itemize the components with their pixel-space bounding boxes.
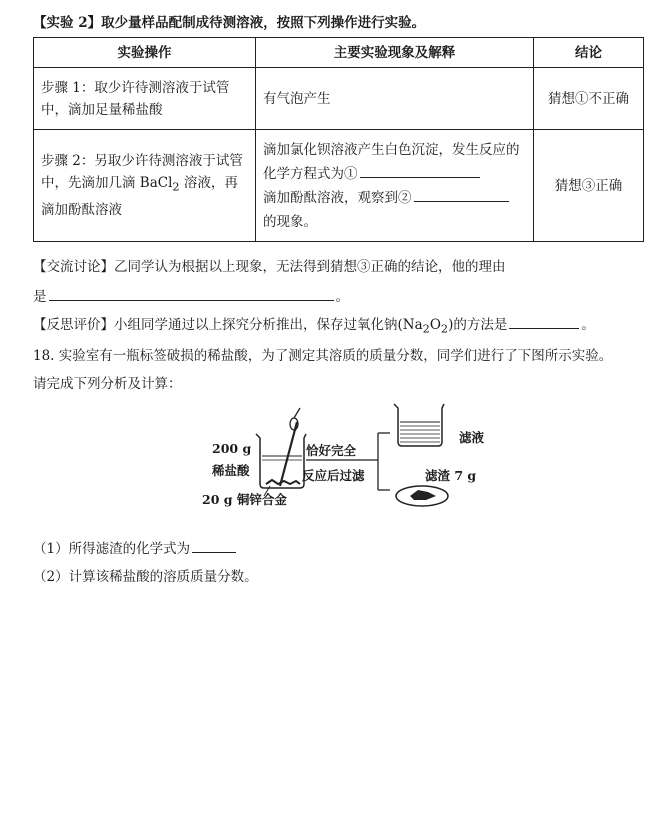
reflection-end: 。 bbox=[581, 317, 595, 333]
arrow-top-label: 恰好完全 bbox=[306, 443, 357, 458]
row2-operation-text-end: 溶液，再滴加酚酞溶液 bbox=[41, 175, 238, 218]
reflection-text: 【反思评价】小组同学通过以上探究分析推出，保存过氧化钠(Na bbox=[33, 317, 423, 333]
row2-conclusion: 猜想③正确 bbox=[534, 130, 644, 242]
reflection-sub-1: 2 bbox=[422, 322, 430, 336]
arrow-bottom-label: 反应后过滤 bbox=[302, 468, 365, 483]
row2-operation bbox=[34, 130, 256, 242]
table-header-row bbox=[34, 38, 644, 68]
answer-blank-2[interactable] bbox=[414, 188, 509, 202]
table-row bbox=[34, 68, 644, 130]
row2-phenomenon-text-3: 的现象。 bbox=[263, 213, 317, 230]
table-row bbox=[34, 130, 644, 242]
residue-dish-icon bbox=[396, 486, 448, 506]
q18-line-2: 请完成下列分析及计算： bbox=[33, 376, 182, 392]
answer-blank-3[interactable] bbox=[49, 287, 334, 301]
discussion-end: 。 bbox=[335, 289, 349, 305]
row2-phenomenon bbox=[256, 130, 534, 242]
reflection-sub-2: 2 bbox=[440, 322, 449, 336]
row1-conclusion: 猜想①不正确 bbox=[534, 68, 644, 130]
discussion-line-1: 【交流讨论】乙同学认为根据以上现象，无法得到猜想③正确的结论，他的理由 bbox=[33, 259, 506, 275]
acid-name-label: 稀盐酸 bbox=[212, 463, 250, 478]
discussion-line-2 bbox=[33, 285, 349, 305]
reflection-line bbox=[33, 313, 595, 336]
row2-phenomenon-text-2: 滴加酚酞溶液，观察到② bbox=[263, 189, 412, 206]
q18-line-1: 18. 实验室有一瓶标签破损的稀盐酸，为了测定其溶质的质量分数，同学们进行了下图所示实验。 bbox=[33, 348, 613, 364]
q18-sub-2: （2）计算该稀盐酸的溶质质量分数。 bbox=[33, 569, 258, 585]
reflection-text-c: )的方法是 bbox=[448, 317, 508, 333]
alloy-particles bbox=[266, 480, 300, 484]
header-phenomenon: 主要实验现象及解释 bbox=[256, 38, 534, 68]
answer-blank-4[interactable] bbox=[509, 315, 579, 329]
reflection-text-b: O bbox=[429, 317, 441, 333]
residue-label: 滤渣 7 g bbox=[425, 468, 477, 483]
row2-operation-subscript: 2 bbox=[172, 180, 180, 194]
q18-sub-1-text: （1）所得滤渣的化学式为 bbox=[33, 541, 191, 557]
discussion-prefix: 是 bbox=[33, 289, 47, 305]
exp2-heading: 【实验 2】取少量样品配制成待测溶液，按照下列操作进行实验。 bbox=[33, 15, 426, 31]
q18-sub-1 bbox=[33, 537, 238, 557]
filtrate-label: 滤液 bbox=[459, 430, 485, 445]
header-operation: 实验操作 bbox=[34, 38, 256, 68]
alloy-label: 20 g 铜锌合金 bbox=[202, 492, 287, 507]
row2-phenomenon-text: 滴加氯化钡溶液产生白色沉淀，发生反应的化学方程式为① bbox=[263, 141, 520, 182]
answer-blank-5[interactable] bbox=[192, 539, 236, 553]
glass-rod-icon bbox=[280, 408, 300, 486]
row2-operation-text: 步骤 2：另取少许待测溶液于试管中，先滴加几滴 BaCl bbox=[41, 153, 243, 192]
experiment-table bbox=[33, 37, 644, 242]
filtrate-beaker-icon bbox=[394, 404, 444, 446]
acid-mass-label: 200 g bbox=[212, 441, 252, 456]
row1-operation: 步骤 1：取少许待测溶液于试管中，滴加足量稀盐酸 bbox=[34, 68, 256, 130]
answer-blank-1[interactable] bbox=[360, 164, 480, 178]
row1-phenomenon: 有气泡产生 bbox=[256, 68, 534, 130]
header-conclusion: 结论 bbox=[534, 38, 644, 68]
